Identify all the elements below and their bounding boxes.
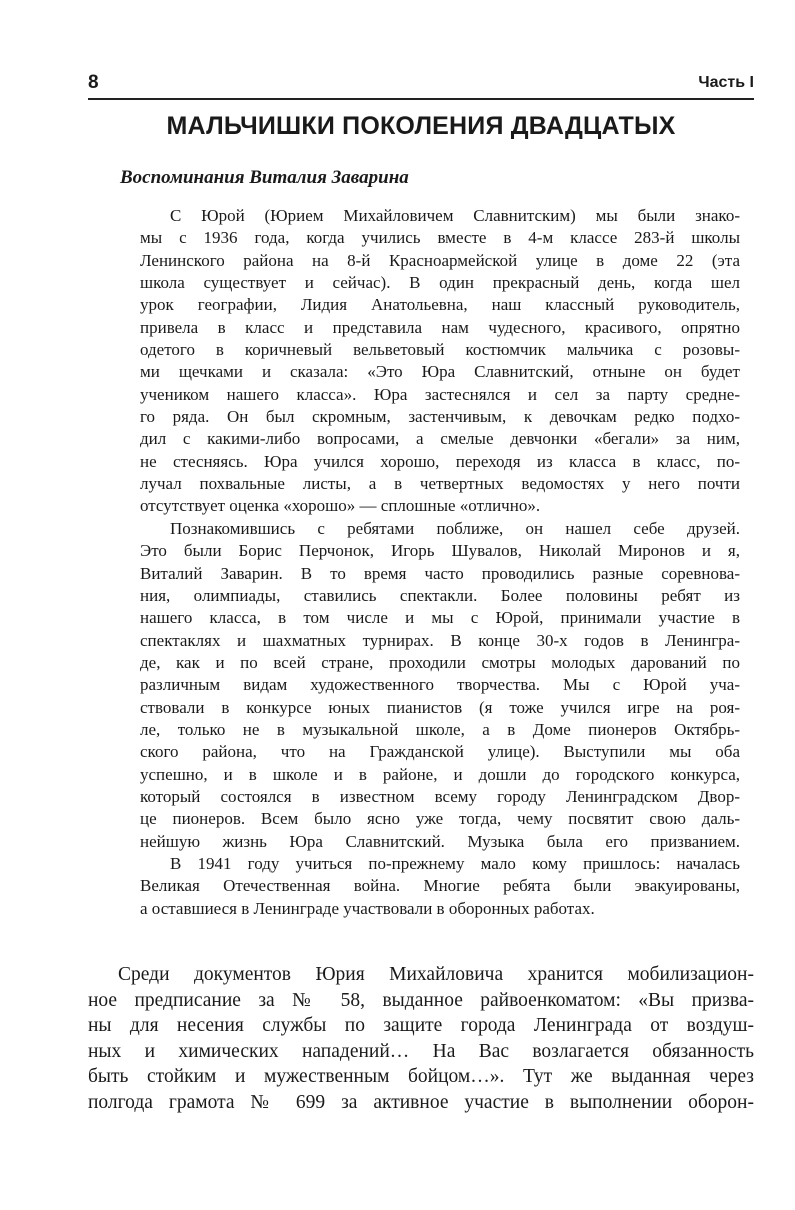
text-line: ны для несения службы по защите города Ленинграда от воздуш- [88, 1015, 754, 1037]
text-line: не стесняясь. Юра учился хорошо, переходя из класса в класс, по- [140, 451, 740, 471]
text-line: ле, только не в музыкальной школе, а в Доме пионеров Октябрь- [140, 719, 740, 739]
text-line: нашего класса, в том числе и мы с Юрой, принимали участие в [140, 608, 740, 628]
text-line: школа существует и сейчас). В один прекрасный день, когда шел [140, 273, 740, 293]
text-line: успешно, и в школе и в районе, и дошли до городского конкурса, [140, 764, 740, 784]
text-line: урок географии, Лидия Анатольевна, наш классный руководитель, [140, 295, 740, 315]
text-line: быть стойким и мужественным бойцом…». Тут же выданная через [88, 1066, 754, 1088]
part-label: Часть I [698, 74, 754, 91]
text-line: дил с какими-либо вопросами, а смелые девчонки «бегали» за ним, [140, 429, 740, 449]
text-line: мы с 1936 года, когда учились вместе в 4-м классе 283-й школы [140, 228, 740, 248]
text-line: учеником нашего класса». Юра застеснялся и сел за парту средне- [140, 384, 740, 404]
memoir-text [140, 205, 740, 920]
text-line: Виталий Заварин. В то время часто проводились разные соревнова- [140, 563, 740, 583]
text-line: Познакомившись с ребятами поближе, он нашел себе друзей. [170, 518, 740, 538]
text-line: Великая Отечественная война. Многие ребята были эвакуированы, [140, 876, 740, 896]
text-line: полгода грамота № 699 за активное участие в выполнении оборон- [88, 1091, 754, 1113]
text-line: В 1941 году учиться по-прежнему мало кому пришлось: началась [170, 853, 740, 873]
text-line: Среди документов Юрия Михайловича хранится мобилизацион- [118, 964, 754, 985]
text-line: Это были Борис Перчонок, Игорь Шувалов, Николай Миронов и я, [140, 541, 740, 561]
text-line: Ленинского района на 8-й Красноармейской улице в доме 22 (эта [140, 250, 740, 270]
text-line: ния, олимпиады, ставились спектакли. Более половины ребят из [140, 585, 740, 605]
text-line: го ряда. Он был скромным, застенчивым, к девочкам редко подхо- [140, 407, 740, 427]
text-line: отсутствует оценка «хорошо» — сплошные «отлично». [140, 496, 541, 516]
page-number: 8 [88, 72, 99, 93]
text-line: лучал похвальные листы, а в четвертных ведомостях у него почти [140, 474, 740, 494]
text-line: ное предписание за № 58, выданное райвоенкоматом: «Вы призва- [88, 989, 754, 1011]
text-line: ми щечками и сказала: «Это Юра Славнитский, отныне он будет [140, 362, 740, 382]
text-line: различным видам художественного творчества. Мы с Юрой уча- [140, 675, 740, 695]
text-line: ского района, что на Гражданской улице). Выступили мы оба [140, 742, 740, 762]
text-line: ных и химических нападений… На Вас возлагается обязанность [88, 1040, 754, 1062]
text-line: привела в класс и представила нам чудесного, красивого, опрятно [140, 317, 740, 337]
text-line: ствовали в конкурсе юных пианистов (я тоже учился игре на роя- [140, 697, 740, 717]
header-rule [88, 98, 754, 100]
text-line: це пионеров. Всем было ясно уже тогда, чему посвятит свою даль- [140, 809, 740, 829]
text-line: одетого в коричневый вельветовый костюмчик мальчика с розовы- [140, 340, 740, 360]
chapter-title: МАЛЬЧИШКИ ПОКОЛЕНИЯ ДВАДЦАТЫХ [166, 112, 676, 140]
main-text [88, 962, 754, 1116]
text-line: который состоялся в известном всему городу Ленинградском Двор- [140, 786, 740, 806]
memoir-heading: Воспоминания Виталия Заварина [120, 167, 409, 188]
text-line: спектаклях и шахматных турнирах. В конце 30-х годов в Ленингра- [140, 630, 740, 650]
text-line: нейшую жизнь Юра Славнитский. Музыка была его призванием. [140, 831, 740, 851]
text-line: де, как и по всей стране, проходили смотры молодых дарований по [140, 652, 740, 672]
text-line: С Юрой (Юрием Михайловичем Славнитским) мы были знако- [170, 206, 740, 225]
running-head [88, 72, 754, 98]
text-line: а оставшиеся в Ленинграде участвовали в оборонных работах. [140, 898, 595, 918]
